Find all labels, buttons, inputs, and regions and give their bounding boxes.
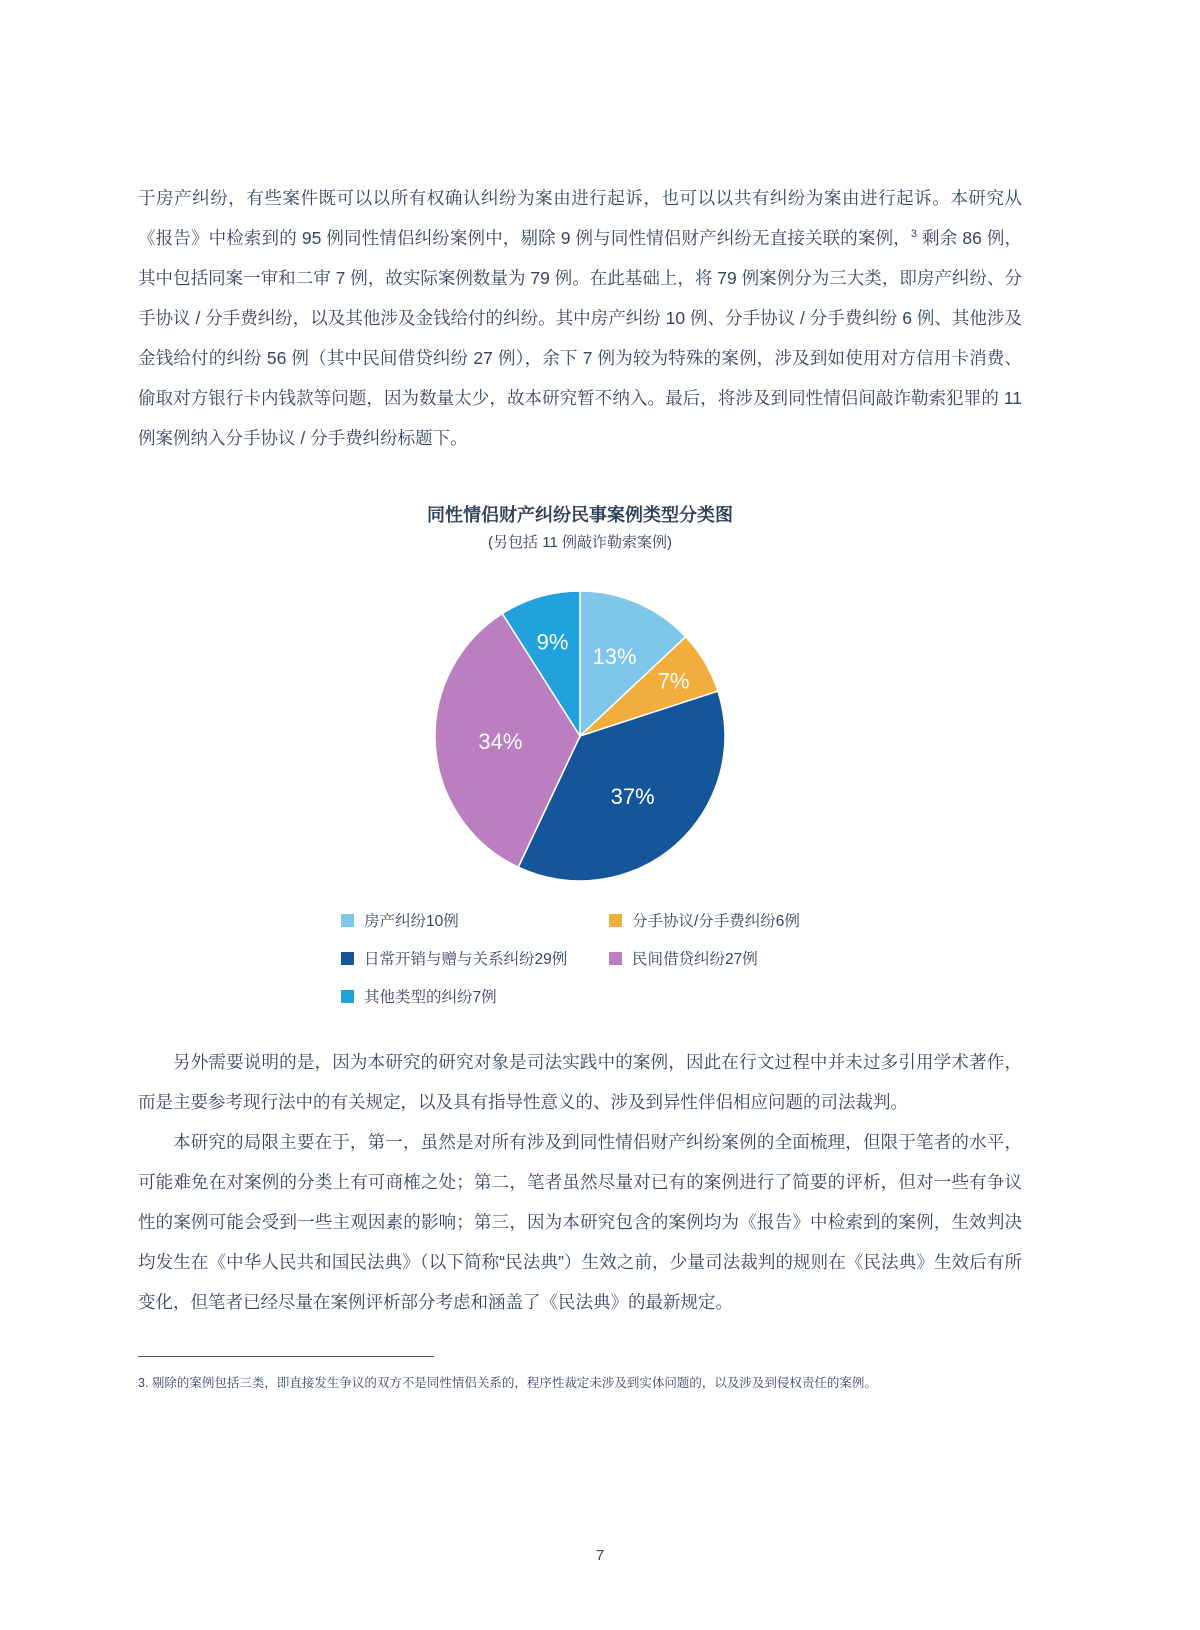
pie-chart-section: [138, 502, 1022, 1008]
pie-slice-label-3: 37%: [610, 783, 655, 809]
legend-label: 日常开销与赠与关系纠纷29例: [364, 951, 568, 968]
chart-subtitle: (另包括 11 例敲诈勒索案例): [488, 534, 672, 551]
legend-label: 分手协议/分手费纠纷6例: [632, 913, 800, 930]
pie-slice-label-2: 7%: [657, 668, 690, 694]
legend-swatch: [609, 914, 622, 927]
legend-label: 民间借贷纠纷27例: [632, 951, 758, 968]
pie-slice-label-4: 34%: [478, 729, 523, 754]
paragraph-limitations: 本研究的局限主要在于，第一，虽然是对所有涉及到同性情侣财产纠纷案例的全面梳理，但限于笔者的水平，可能难免在对案例的分类上有可商榷之处；第二，笔者虽然尽量对已有的案例进行了简要的评析，但对一些有争议性的案例可能会受到一些主观因素的影响；第三，因为本研究包含的案例均为《报告》中检索到的案例，生效判决均发生在《中华人民共和国民法典》（以下简称“民法典”）生效之前，少量司法裁判的规则在《民法典》生效后有所变化，但笔者已经尽量在案例评析部分考虑和涵盖了《民法典》的最新规定。: [138, 1132, 1022, 1312]
legend-swatch: [341, 914, 354, 927]
legend-swatch: [341, 952, 354, 965]
legend-item-4: [609, 946, 1022, 970]
legend-label: 其他类型的纠纷7例: [364, 989, 497, 1006]
chart-title: 同性情侣财产纠纷民事案例类型分类图: [427, 505, 733, 525]
legend-item-3: [341, 946, 609, 970]
pie-slice-label-1: 13%: [592, 644, 637, 670]
pie-chart: [400, 576, 760, 896]
legend-item-1: [341, 908, 609, 932]
chart-legend: [341, 908, 1022, 1008]
footnote-divider: [138, 1356, 434, 1357]
page-number: 7: [595, 1547, 605, 1564]
legend-label: 房产纠纷10例: [364, 913, 459, 930]
paragraph-intro: [138, 178, 1022, 458]
page-content: [138, 0, 1022, 1393]
footnote-text: 3. 剔除的案例包括三类，即直接发生争议的双方不是同性情侣关系的，程序性裁定未涉及到实体问题的，以及涉及到侵权责任的案例。: [138, 1376, 877, 1390]
pie-slice-label-5: 9%: [536, 629, 569, 655]
legend-swatch: [341, 990, 354, 1003]
footnote-reference: 3: [910, 228, 918, 241]
paragraph-notes: 另外需要说明的是，因为本研究的研究对象是司法实践中的案例，因此在行文过程中并未过多引用学术著作，而是主要参考现行法中的有关规定，以及具有指导性意义的、涉及到异性伴侣相应问题的司法裁判。: [138, 1052, 1022, 1112]
paragraph-intro-text: 于房产纠纷，有些案件既可以以所有权确认纠纷为案由进行起诉，也可以以共有纠纷为案由进行起诉。本研究从《报告》中检索到的 95 例同性情侣纠纷案例中，剔除 9 例与同性情侣财产纠纷无直接关联的案例，: [138, 188, 1022, 248]
legend-swatch: [609, 952, 622, 965]
legend-item-5: [341, 984, 609, 1008]
paragraph-intro-text-continued: 剩余 86 例，其中包括同案一审和二审 7 例，故实际案例数量为 79 例。在此基础上，将 79 例案例分为三大类，即房产纠纷、分手协议 / 分手费纠纷，以及其他涉及金钱给付的纠纷。其中房产纠纷 10 例、分手协议 / 分手费纠纷 6 例、其他涉及金钱给付的纠纷 56 例（其中民间借贷纠纷 27 例），余下 7 例为较为特殊的案例，涉及到如使用对方信用卡消费、偷取对方银行卡内钱款等问题，因为数量太少，故本研究暂不纳入。最后，将涉及到同性情侣间敲诈勒索犯罪的 11 例案例纳入分手协议 / 分手费纠纷标题下。: [138, 228, 1022, 448]
legend-item-2: [609, 908, 1022, 932]
